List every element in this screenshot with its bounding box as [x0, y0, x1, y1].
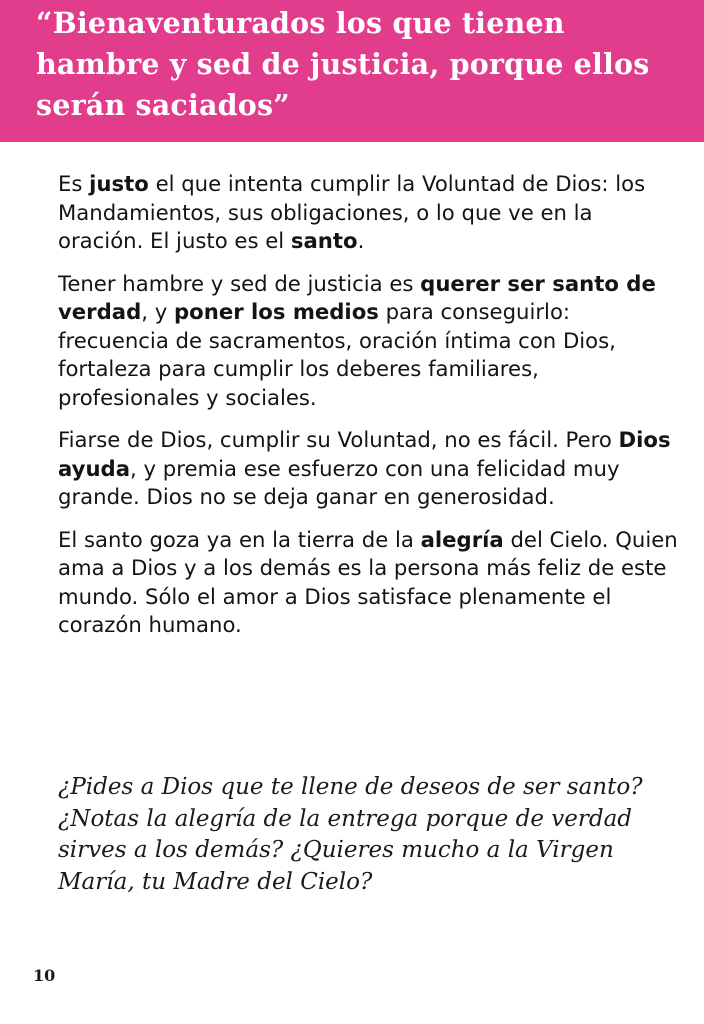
emphasis-text: Dios ayuda	[58, 427, 671, 481]
paragraph-text: Tener hambre y sed de justicia es	[58, 270, 421, 296]
page-number: 10	[33, 966, 56, 985]
paragraph-text: , y	[141, 299, 175, 324]
paragraph-2	[58, 270, 678, 413]
paragraph-1	[58, 170, 678, 256]
page-title: “Bienaventurados los que tienen hambre y sed de justicia, porque ellos serán saciados”	[36, 6, 650, 122]
paragraph-text: del Cielo. Quien ama a Dios y a los demás es la persona más feliz de este mundo. Sólo el amor a Dios satisface plenamente el corazón humano.	[58, 526, 678, 637]
emphasis-text: alegría	[420, 526, 504, 552]
paragraph-text: El santo goza ya en la tierra de la	[58, 526, 421, 552]
paragraph-3	[58, 426, 678, 512]
paragraph-text: , y premia ese esfuerzo con una felicidad muy grande. Dios no se deja ganar en generosidad.	[58, 455, 620, 509]
body-text	[58, 170, 678, 654]
reflection-questions: ¿Pides a Dios que te llene de deseos de ser santo? ¿Notas la alegría de la entrega porque de verdad sirves a los demás? ¿Quieres mucho a la Virgen María, tu Madre del Cielo?	[58, 774, 643, 895]
emphasis-text: santo	[290, 228, 358, 253]
emphasis-text: justo	[89, 171, 149, 196]
paragraph-text: el que intenta cumplir la Voluntad de Dios: los Mandamientos, sus obligaciones, o lo que ve en la oración. El justo es el	[58, 171, 646, 253]
paragraph-text: Fiarse de Dios, cumplir su Voluntad, no es fácil. Pero	[58, 427, 619, 452]
paragraph-text: para conseguirlo: frecuencia de sacramentos, oración íntima con Dios, fortaleza para cumplir los deberes familiares, profesionales y sociales.	[58, 299, 616, 410]
paragraph-text: Es	[58, 171, 90, 196]
title-banner	[0, 0, 704, 142]
paragraph-4	[58, 526, 678, 640]
emphasis-text: querer ser santo de verdad	[58, 270, 656, 324]
paragraph-text: .	[357, 228, 365, 253]
emphasis-text: poner los medios	[174, 299, 379, 324]
